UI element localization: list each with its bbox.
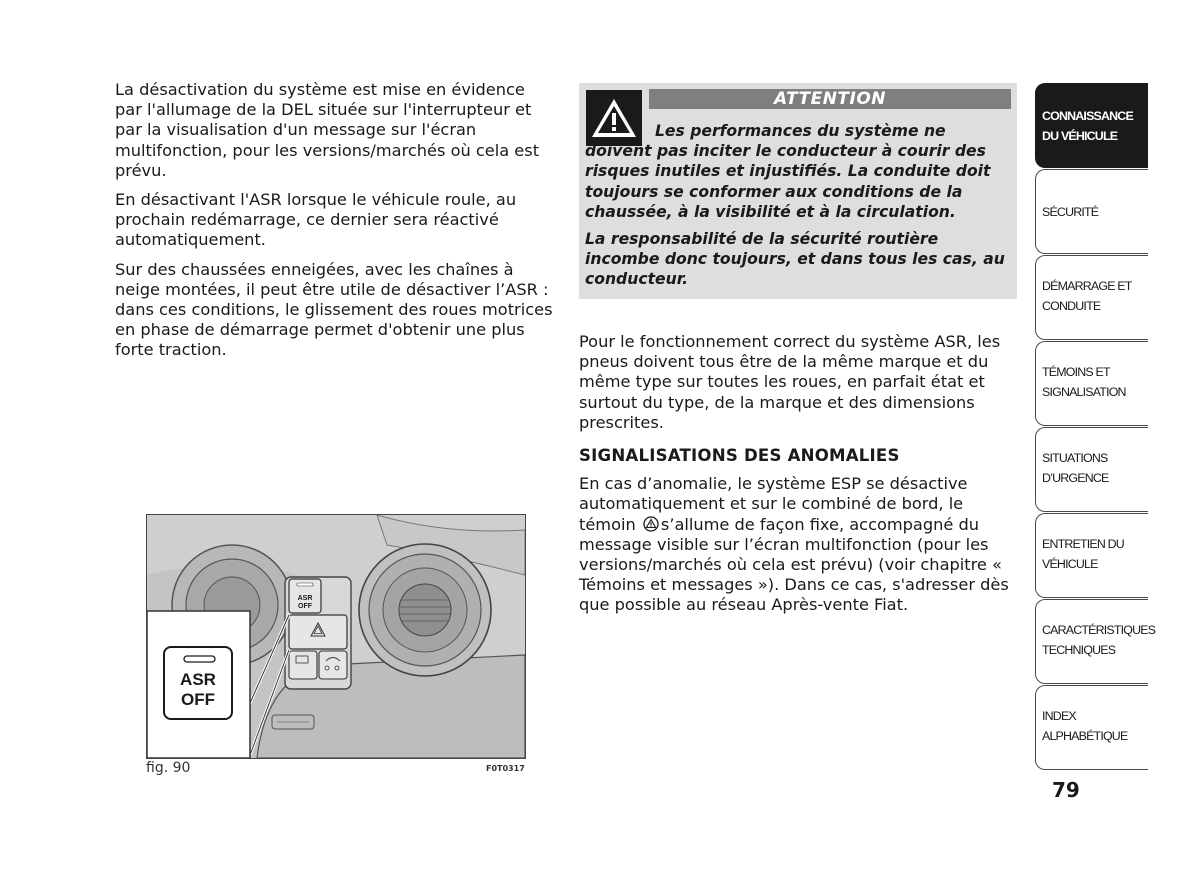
left-column (115, 80, 555, 370)
asr-button-label-line1: ASR (180, 670, 216, 689)
dashboard-illustration (147, 515, 525, 758)
tab-index-alphabetique[interactable]: INDEX ALPHABÉTIQUE (1035, 685, 1148, 770)
tab-entretien-du-vehicule[interactable]: ENTRETIEN DU VÉHICULE (1035, 513, 1148, 598)
asr-button-label-line2: OFF (181, 690, 215, 709)
right-column (579, 332, 1017, 625)
attention-text (585, 121, 1013, 297)
attention-paragraph: La responsabilité de la sécurité routière incombe donc toujours, et dans tous les cas, au conducteur. (585, 230, 1005, 289)
page-number: 79 (1052, 778, 1080, 802)
svg-text:OFF: OFF (298, 603, 312, 610)
tab-temoins-et-signalisation[interactable]: TÉMOINS ET SIGNALISATION (1035, 341, 1148, 426)
paragraph: Sur des chaussées enneigées, avec les chaînes à neige montées, il peut être utile de désactiver l’ASR : dans ces conditions, le glissement des roues motrices en phase de démarrage permet d'obtenir une plus forte traction. (115, 259, 553, 360)
paragraph: En désactivant l'ASR lorsque le véhicule roule, au prochain redémarrage, ce dernier sera réactivé automatiquement. (115, 190, 517, 250)
figure-dashboard-asr (146, 514, 526, 759)
tab-demarrage-et-conduite[interactable]: DÉMARRAGE ET CONDUITE (1035, 255, 1148, 340)
tab-situations-d-urgence[interactable]: SITUATIONS D’URGENCE (1035, 427, 1148, 512)
figure-caption: fig. 90 (146, 760, 191, 776)
tab-securite[interactable]: SÉCURITÉ (1035, 169, 1148, 254)
paragraph: Pour le fonctionnement correct du système ASR, les pneus doivent tous être de la même marque et du même type sur toutes les roues, en parfait état et surtout du type, de la marque et des dimensions prescrites. (579, 332, 1001, 432)
figure-code: F0T0317 (486, 764, 525, 773)
esp-warning-icon (643, 516, 659, 532)
section-heading: SIGNALISATIONS DES ANOMALIES (579, 446, 900, 466)
attention-box (579, 83, 1017, 299)
svg-text:ASR: ASR (297, 595, 313, 602)
attention-title: ATTENTION (649, 89, 1011, 109)
paragraph: La désactivation du système est mise en évidence par l'allumage de la DEL située sur l'interrupteur et par la visualisation d'un message sur l'écran multifonction, pour les versions/marchés où cela est prévu. (115, 80, 540, 180)
tab-caracteristiques-techniques[interactable]: CARACTÉRISTIQUES TECHNIQUES (1035, 599, 1148, 684)
tab-connaissance-du-vehicule[interactable]: CONNAISSANCE DU VÉHICULE (1035, 83, 1148, 168)
paragraph: En cas d’anomalie, le système ESP se désactive automatiquement et sur le combiné de bord, le témoin s’allume de façon fixe, accompagné du message visible sur l’écran multifonction (pour les versions/marchés où cela est prévu) (voir chapitre « Témoins et messages »). Dans ce cas, s'adresser dès que possible au réseau Après-vente Fiat. (579, 474, 1009, 615)
attention-paragraph: Les performances du système ne doivent pas inciter le conducteur à courir des risques inutiles et injustifiés. La conduite doit toujours se conformer aux conditions de la chaussée, à la visibilité et à la circulation. (585, 122, 991, 221)
chapter-tabs (1035, 83, 1156, 773)
